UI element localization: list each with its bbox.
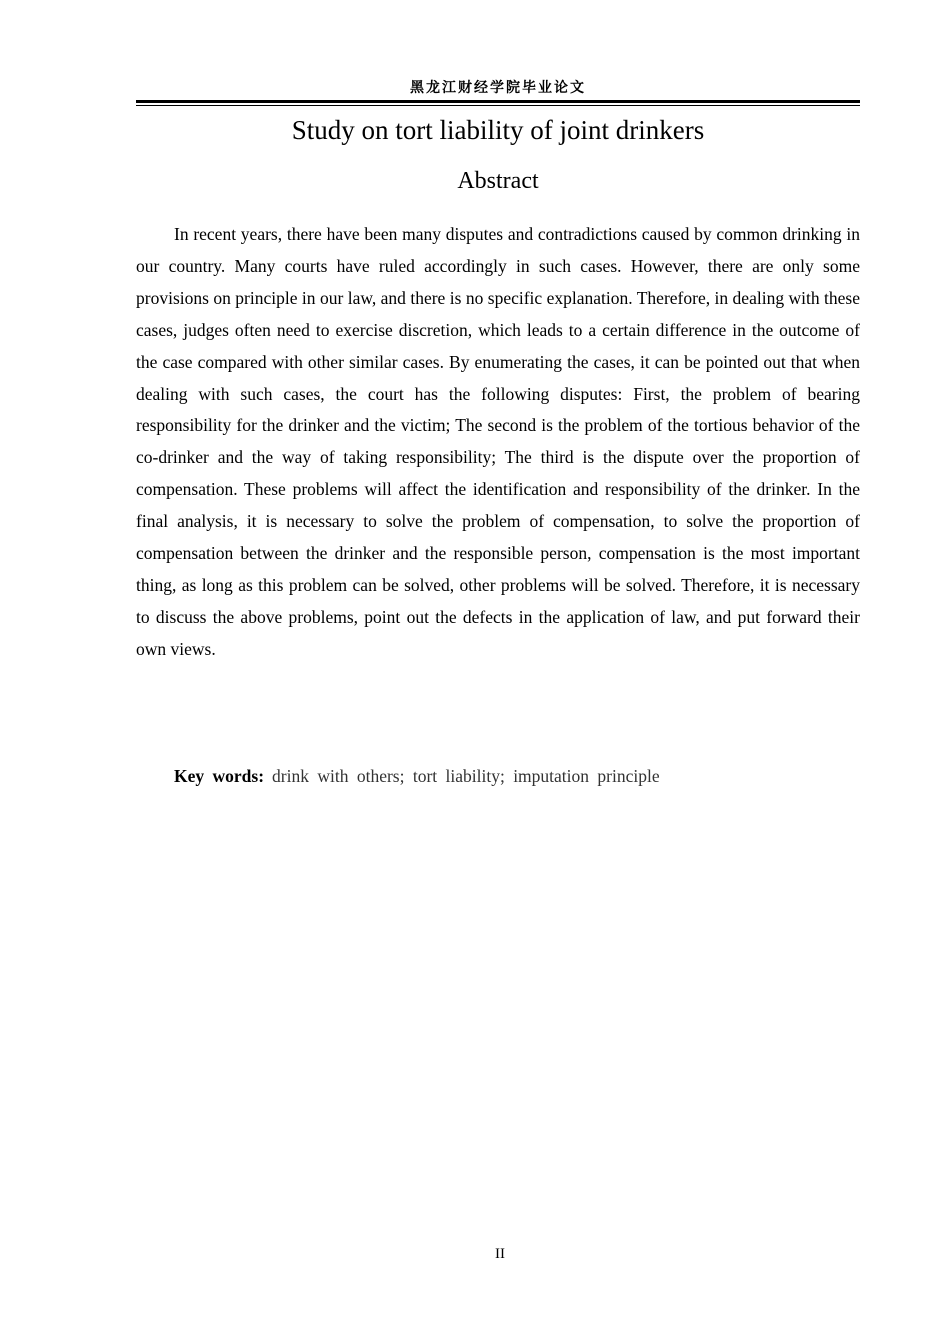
header-rule-thin — [136, 105, 860, 106]
running-header: 黑龙江财经学院毕业论文 — [410, 80, 586, 96]
abstract-body: In recent years, there have been many disputes and contradictions caused by common drinking in our country. Many courts have ruled accordingly in such cases. However, there are only some provisions on principle in our law, and there is no specific explanation. Therefore, in dealing with these cases, judges often need to exercise discretion, which leads to a certain difference in the outcome of the case compared with other similar cases. By enumerating the cases, it can be pointed out that when dealing with such cases, the court has the following disputes: First, the problem of bearing responsibility for the drinker and the victim; The second is the problem of the tortious behavior of the co-drinker and the way of taking responsibility; The third is the dispute over the proportion of compensation. These problems will affect the identification and responsibility of the drinker. In the final analysis, it is necessary to solve the problem of compensation, to solve the proportion of compensation between the drinker and the responsible person, compensation is the most important thing, as long as this problem can be solved, other problems will be solved. Therefore, it is necessary to discuss the above problems, point out the defects in the application of law, and put forward their own views. — [136, 224, 860, 659]
keywords-label: Key words: — [174, 766, 265, 786]
keywords-line — [174, 761, 860, 792]
header-rule-thick — [136, 100, 860, 103]
keywords-text: drink with others; tort liability; imputation principle — [272, 766, 660, 786]
paper-title: Study on tort liability of joint drinkers — [291, 115, 705, 145]
page-number: II — [495, 1246, 505, 1262]
abstract-heading: Abstract — [457, 168, 539, 194]
